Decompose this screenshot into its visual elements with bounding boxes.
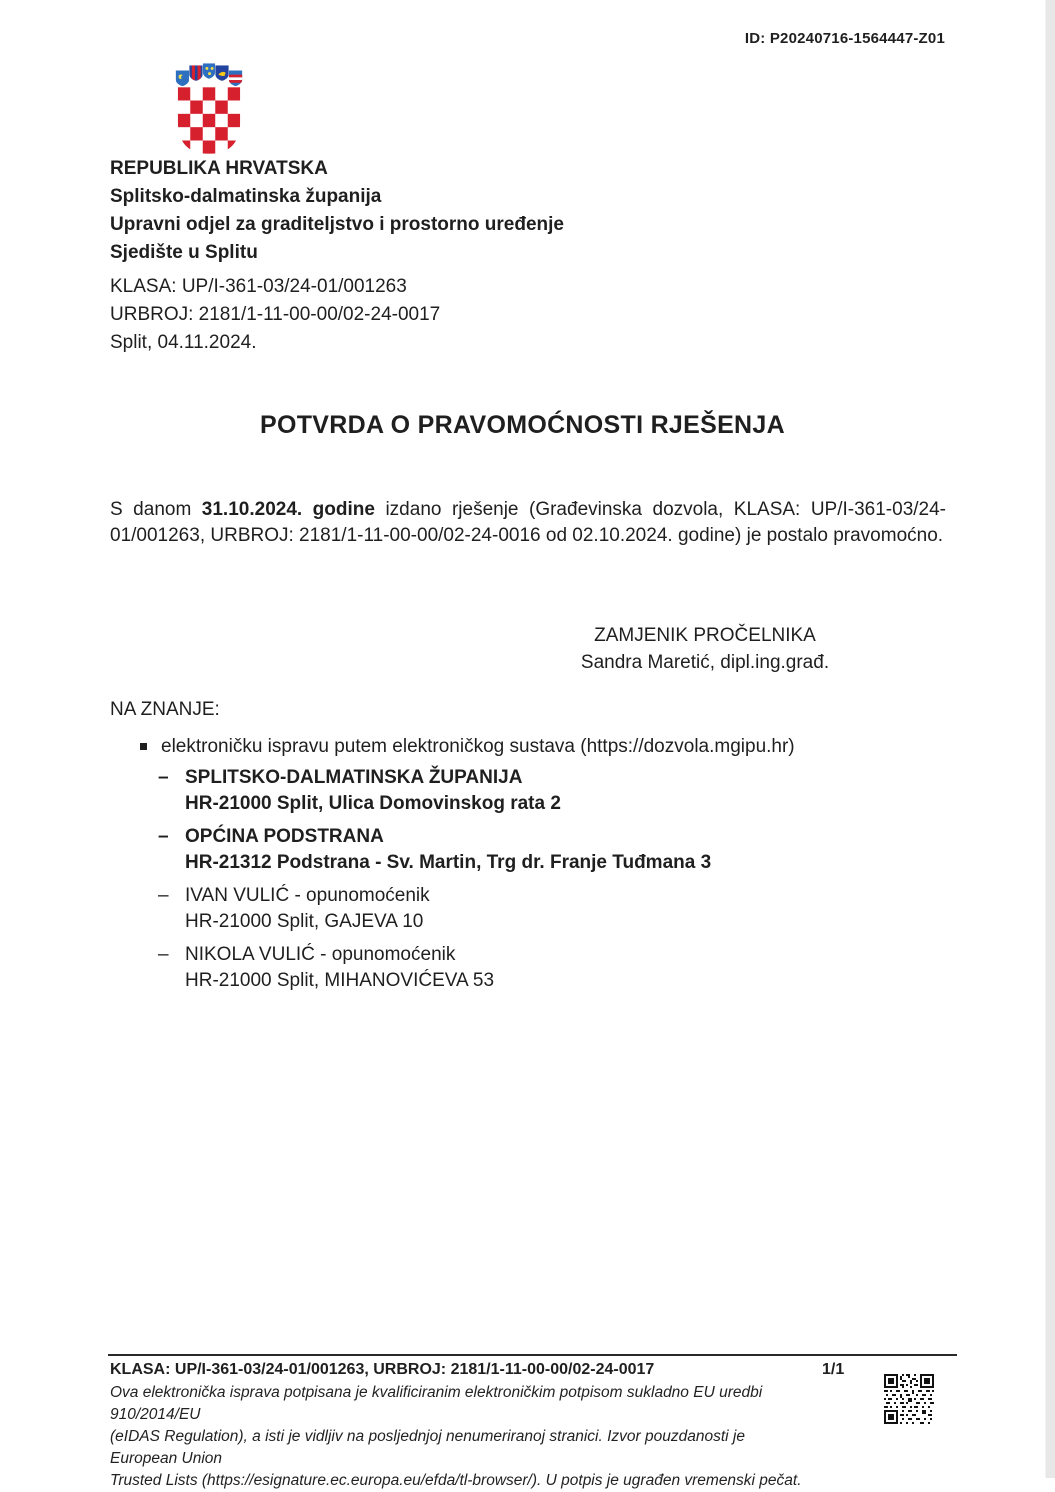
- recipient-item: [158, 883, 858, 935]
- place-date-line: Split, 04.11.2024.: [110, 332, 257, 353]
- dash-icon: –: [158, 767, 169, 788]
- page-edge-strip: [1045, 0, 1055, 1478]
- signatory-role: ZAMJENIK PROČELNIKA: [594, 625, 816, 646]
- org-line-county: Splitsko-dalmatinska županija: [110, 186, 382, 207]
- recipient-item: [158, 942, 858, 994]
- dash-icon: –: [158, 944, 169, 965]
- recipient-item: [158, 824, 858, 876]
- recipient-name-row: [158, 883, 858, 909]
- recipient-address: HR-21000 Split, Ulica Domovinskog rata 2: [185, 793, 561, 814]
- recipients-list: [158, 765, 858, 1001]
- signatory-name: Sandra Maretić, dipl.ing.građ.: [580, 652, 830, 673]
- na-znanje-heading: NA ZNANJE:: [110, 699, 220, 720]
- statement-date-bold: 31.10.2024. godine: [201, 499, 375, 520]
- footer-divider: [108, 1354, 957, 1356]
- signature-block: [505, 622, 905, 676]
- recipient-name-row: [158, 765, 858, 791]
- statement-prefix: S danom: [110, 499, 202, 520]
- recipient-item: [158, 765, 858, 817]
- recipient-name-row: [158, 824, 858, 850]
- bullet-square-icon: [140, 743, 147, 750]
- recipient-name: NIKOLA VULIĆ - opunomoćenik: [185, 944, 456, 965]
- statement-suffix: izdano rješenje (Građevinska dozvola, KLASA: UP/I-361-03/24-01/001263, URBROJ: 2181/1-11-00-00/02-24-0016 od 02.10.2024. godine) je postalo pravomoćno.: [110, 499, 947, 546]
- org-line-department: Upravni odjel za graditeljstvo i prostorno uređenje: [110, 214, 564, 235]
- legal-line: Ova elektronička isprava potpisana je kvalificiranim elektroničkim potpisom sukladno EU uredbi 910/2014/EU: [110, 1384, 763, 1423]
- dash-icon: –: [158, 885, 169, 906]
- page-number: 1/1: [822, 1361, 845, 1378]
- croatia-coat-of-arms-icon: [172, 58, 246, 158]
- recipient-address: HR-21000 Split, MIHANOVIĆEVA 53: [185, 970, 495, 991]
- recipient-address: HR-21000 Split, GAJEVA 10: [185, 911, 424, 932]
- recipient-name: SPLITSKO-DALMATINSKA ŽUPANIJA: [185, 767, 523, 788]
- recipient-name: IVAN VULIĆ - opunomoćenik: [185, 885, 430, 906]
- recipient-name: OPĆINA PODSTRANA: [185, 826, 384, 847]
- recipient-name-row: [158, 942, 858, 968]
- qr-code: [884, 1374, 934, 1424]
- legal-line: (eIDAS Regulation), a isti je vidljiv na posljednjoj nenumeriranoj stranici. Izvor pouzdanosti je European Union: [110, 1428, 745, 1467]
- footer-klasa-urbroj: KLASA: UP/I-361-03/24-01/001263, URBROJ: 2181/1-11-00-00/02-24-0017: [110, 1361, 655, 1378]
- issuing-authority-block: [110, 155, 564, 267]
- klasa-line: KLASA: UP/I-361-03/24-01/001263: [110, 276, 407, 297]
- document-id: ID: P20240716-1564447-Z01: [744, 30, 945, 47]
- footer-legal-text: [110, 1382, 810, 1492]
- urbroj-line: URBROJ: 2181/1-11-00-00/02-24-0017: [110, 304, 441, 325]
- reference-block: [110, 273, 440, 357]
- org-line-seat: Sjedište u Splitu: [110, 242, 258, 263]
- document-title: POTVRDA O PRAVOMOĆNOSTI RJEŠENJA: [260, 411, 785, 439]
- statement-paragraph: [110, 497, 946, 549]
- distribution-text: elektroničku ispravu putem elektroničkog sustava (https://dozvola.mgipu.hr): [161, 736, 795, 757]
- recipient-address: HR-21312 Podstrana - Sv. Martin, Trg dr. Franje Tuđmana 3: [185, 852, 712, 873]
- org-line-country: REPUBLIKA HRVATSKA: [110, 158, 328, 179]
- dash-icon: –: [158, 826, 169, 847]
- footer-reference-row: [110, 1361, 957, 1379]
- legal-line: Trusted Lists (https://esignature.ec.europa.eu/efda/tl-browser/). U potpis je ugrađen vremenski pečat.: [110, 1472, 802, 1489]
- distribution-item: [140, 736, 860, 758]
